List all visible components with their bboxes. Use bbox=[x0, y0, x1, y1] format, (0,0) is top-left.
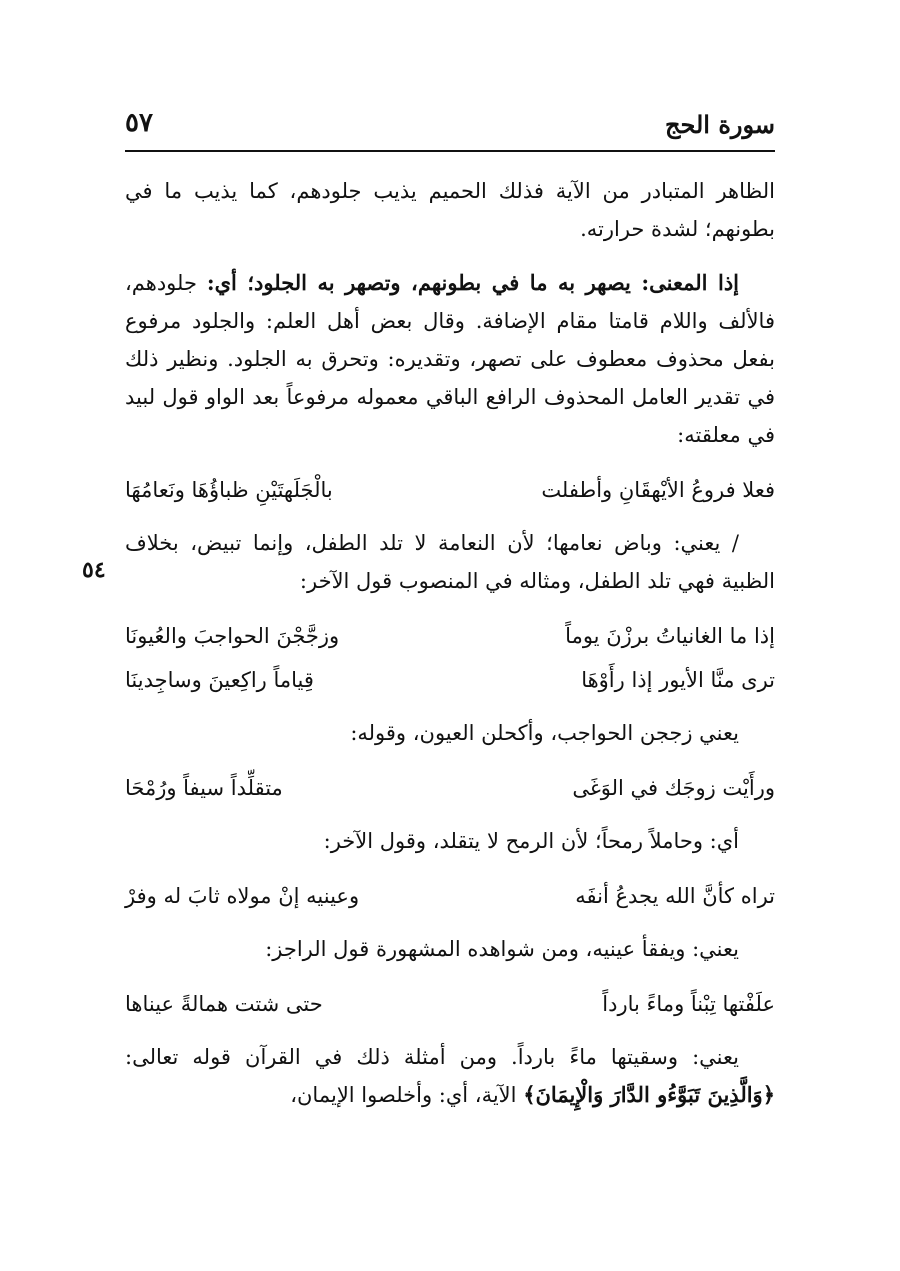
poem-verse bbox=[125, 660, 775, 700]
quran-quote: ﴿وَالَّذِينَ تَبَوَّءُو الدَّارَ وَالْإِيمَانَ﴾ bbox=[523, 1082, 775, 1107]
paragraph: يعني زججن الحواجب، وأكحلن العيون، وقوله: bbox=[350, 721, 739, 745]
verse-second-hemistich: وعينيه إنْ مولاه ثابَ له وفرْ bbox=[125, 884, 360, 908]
verse-second-hemistich: بالْجَلَهتَيْنِ ظباؤُهَا ونَعامُهَا bbox=[125, 478, 333, 502]
verse-first-hemistich: ورأَيْت زوجَك في الوَغَى bbox=[572, 776, 775, 800]
verse-first-hemistich: فعلا فروعُ الأيْهقَانِ وأطفلت bbox=[541, 478, 775, 502]
verse-second-hemistich: قِياماً راكِعينَ وساجِدينَا bbox=[125, 668, 314, 692]
paragraph-text: الآية، أي: وأخلصوا الإيمان، bbox=[290, 1083, 524, 1107]
verse-second-hemistich: متقلِّداً سيفاً ورُمْحَا bbox=[125, 776, 283, 800]
paragraph-text: يعني: وسقيتها ماءً بارداً. ومن أمثلة ذلك في القرآن قوله تعالى: bbox=[125, 1045, 739, 1069]
poem-verse bbox=[125, 876, 775, 916]
verse-first-hemistich: علَفْتها تِبْناً وماءً بارداً bbox=[602, 992, 775, 1016]
poem-verse bbox=[125, 768, 775, 808]
page-header bbox=[125, 100, 775, 150]
paragraph bbox=[125, 1038, 775, 1114]
verse-second-hemistich: وزجَّجْنَ الحواجبَ والعُيونَا bbox=[125, 624, 340, 648]
poem-verse bbox=[125, 470, 775, 510]
surah-title: سورة الحج bbox=[665, 110, 775, 139]
verse-first-hemistich: إذا ما الغانياتُ برزْنَ يوماً bbox=[565, 624, 775, 648]
body-text bbox=[125, 172, 775, 1130]
margin-page-reference: ٥٤ bbox=[82, 557, 106, 583]
paragraph: أي: وحاملاً رمحاً؛ لأن الرمح لا يتقلد، وقول الآخر: bbox=[323, 829, 739, 853]
verse-second-hemistich: حتى شتت همالةً عيناها bbox=[125, 992, 323, 1016]
paragraph: الظاهر المتبادر من الآية فذلك الحميم يذيب جلودهم، كما يذيب ما في بطونهم؛ لشدة حرارته. bbox=[125, 179, 775, 241]
paragraph: يعني: ويفقأ عينيه، ومن شواهده المشهورة قول الراجز: bbox=[265, 937, 739, 961]
paragraph bbox=[125, 264, 775, 454]
verse-first-hemistich: ترى منَّا الأيور إذا رأَوْهَا bbox=[581, 668, 775, 692]
poem-verse bbox=[125, 984, 775, 1024]
paragraph: / يعني: وباض نعامها؛ لأن النعامة لا تلد الطفل، وإنما تبيض، بخلاف الظبية فهي تلد الطفل، ومثاله في المنصوب قول الآخر: bbox=[125, 531, 775, 593]
page-number: ٥٧ bbox=[125, 108, 153, 138]
poem-verse bbox=[125, 616, 775, 656]
bold-phrase: إذا المعنى: يصهر به ما في بطونهم، وتصهر به الجلود؛ أي: bbox=[206, 270, 740, 295]
verse-first-hemistich: تراه كأنَّ الله يجدعُ أنفَه bbox=[575, 884, 775, 908]
header-divider bbox=[125, 150, 775, 152]
paragraph-text: جلودهم، فالألف واللام قامتا مقام الإضافة. وقال بعض أهل العلم: والجلود مرفوع بفعل محذوف معطوف على تصهر، وتقديره: وتحرق به الجلود. ونظير ذلك في تقدير العامل المحذوف الرافع الباقي معموله مرفوعاً بعد الواو قول لبيد في معلقته: bbox=[125, 271, 775, 447]
